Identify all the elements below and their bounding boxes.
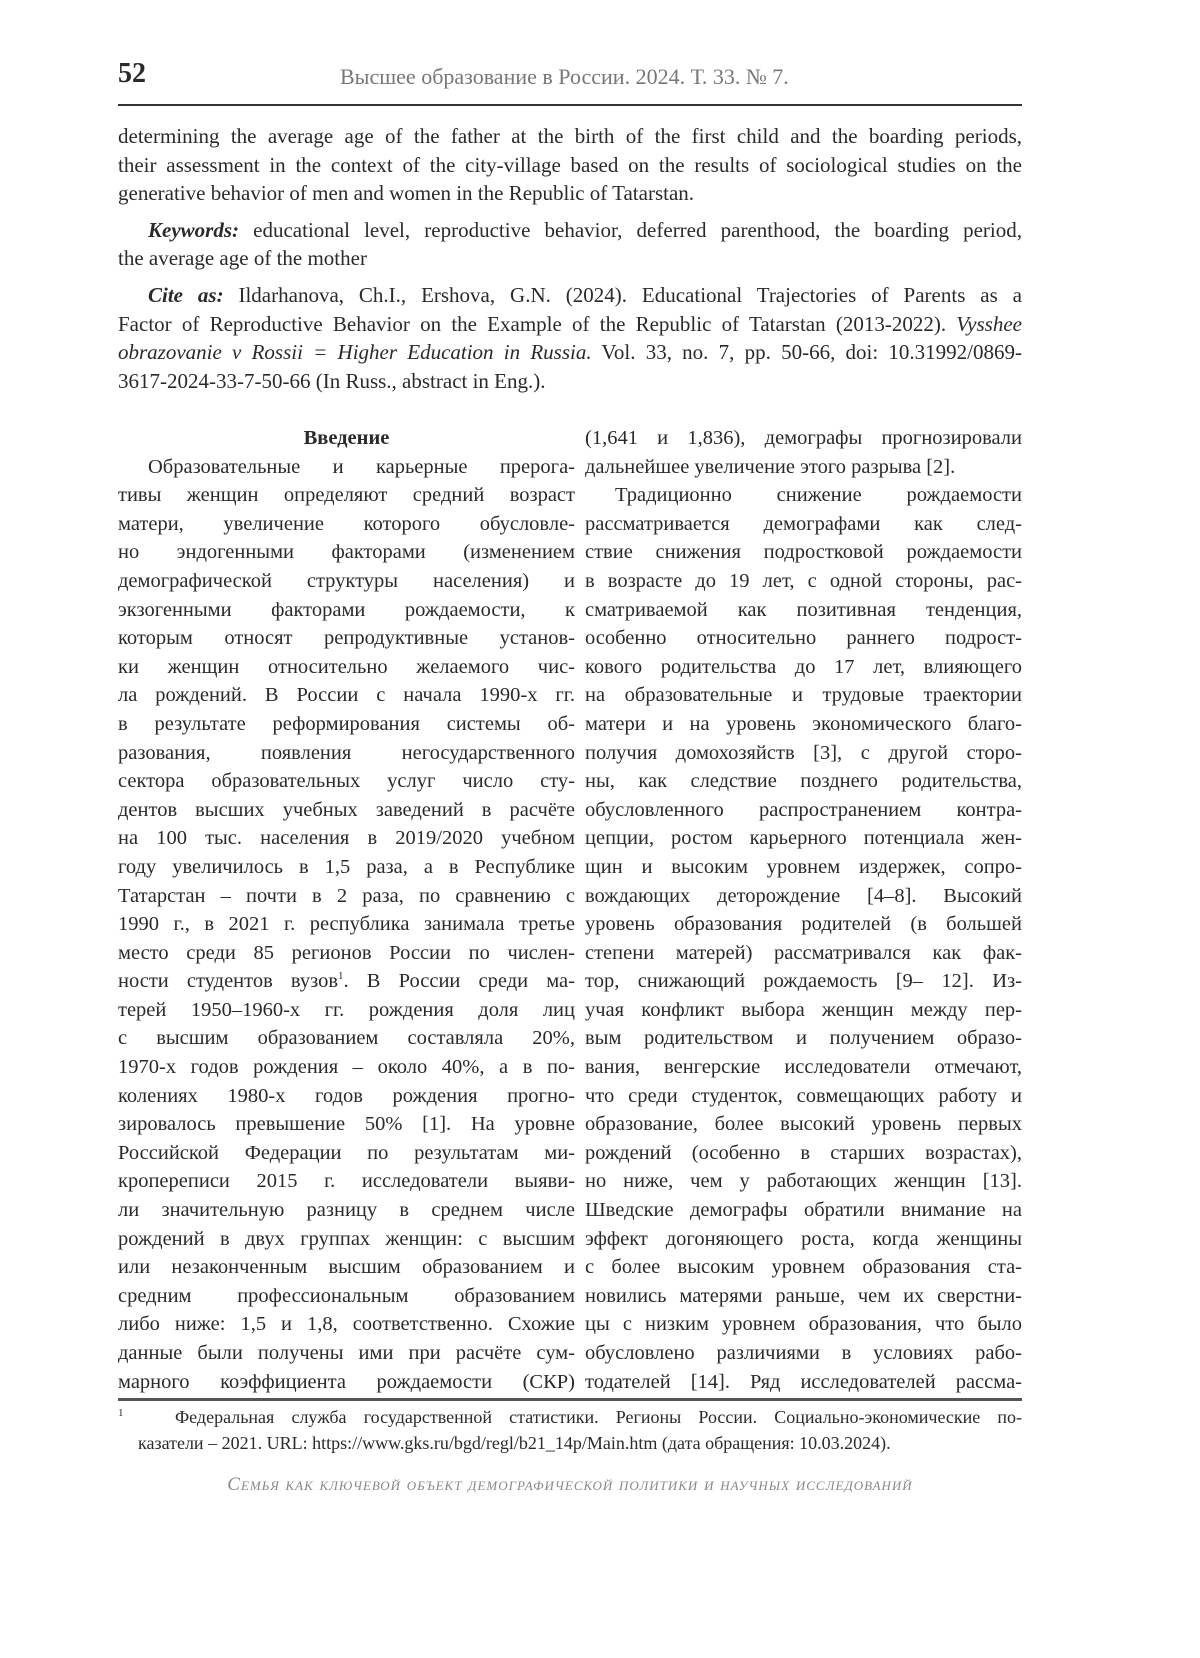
body-line: Шведские демографы обратили внимание на <box>585 1199 1022 1222</box>
body-line: зировалось превышение 50% [1]. На уровне <box>118 1113 575 1136</box>
body-line: эффект догоняющего роста, когда женщины <box>585 1227 1022 1250</box>
abstract-line: determining the average age of the father at the birth of the first child and the boarding periods, <box>118 124 1022 148</box>
footnote-number: 1 <box>118 1407 124 1419</box>
cite-journal: Vysshee <box>956 311 1022 336</box>
body-line: цепции, ростом карьерного потенциала жен- <box>585 827 1022 850</box>
body-line: место среди 85 регионов России по числен- <box>118 941 575 964</box>
body-line: новились матерями раньше, чем их сверстни- <box>585 1284 1022 1307</box>
body-line: сматриваемой как позитивная тенденция, <box>585 598 1022 621</box>
body-line: тор, снижающий рождаемость [9– 12]. Из- <box>585 970 1022 993</box>
cite-line: 3617-2024-33-7-50-66 (In Russ., abstract in Eng.). <box>118 368 546 393</box>
cite-line <box>118 338 1022 367</box>
cite-journal: obrazovanie v Rossii = Higher Education in Russia. <box>118 340 592 365</box>
body-line: особенно относительно раннего подрост- <box>585 627 1022 650</box>
footnote-line: казатели – 2021. URL: https://www.gks.ru/bgd/regl/b21_14p/Main.htm (дата обращения: 10.03.2024). <box>138 1433 891 1453</box>
cite-line <box>118 281 1022 310</box>
body-line: данные были получены ими при расчёте сум- <box>118 1342 575 1364</box>
body-line: году увеличилось в 1,5 раза, а в Республике <box>118 855 575 878</box>
body-line: с высшим образованием составляла 20%, <box>118 1027 575 1050</box>
body-line <box>118 967 575 996</box>
body-line: образование, более высокий уровень первых <box>585 1113 1022 1136</box>
body-line: вым родительством и получением образо- <box>585 1027 1022 1050</box>
body-line: матери и на уровень экономического благо- <box>585 712 1022 735</box>
body-line: ли значительную разницу в среднем числе <box>118 1199 575 1222</box>
body-line: рассматривается демографами как след- <box>585 512 1022 535</box>
body-line: цы с низким уровнем образования, что было <box>585 1313 1022 1336</box>
footnote <box>118 1404 1022 1456</box>
body-text: ности студентов вузов <box>118 970 339 993</box>
header-rule <box>118 104 1022 106</box>
body-line: колениях 1980-х годов рождения прогно- <box>118 1084 575 1107</box>
body-line: 1970-х годов рождения – около 40%, а в по- <box>118 1056 575 1079</box>
body-line: кового родительства до 17 лет, влияющего <box>585 655 1022 678</box>
body-line: Образовательные и карьерные прерога- <box>148 455 575 478</box>
keywords-text: educational level, reproductive behavior, deferred parenthood, the boarding period, <box>239 217 1022 242</box>
body-line: дентов высших учебных заведений в расчёте <box>118 798 575 821</box>
body-line: уровень образования родителей (в большей <box>585 913 1022 936</box>
body-line: ствие снижения подростковой рождаемости <box>585 541 1022 564</box>
keywords-label: Keywords: <box>148 217 239 242</box>
footnote-text: Федеральная служба государственной статистики. Регионы России. Социально-экономические по- <box>174 1407 1023 1427</box>
running-title: Высшее образование в России. 2024. Т. 33. № 7. <box>340 64 789 89</box>
body-line: тивы женщин определяют средний возраст <box>118 484 575 507</box>
body-line: в результате реформирования системы об- <box>118 712 575 735</box>
cite-text: Vol. 33, no. 7, pp. 50-66, doi: 10.31992/0869- <box>591 340 1022 365</box>
body-line: дальнейшее увеличение этого разрыва [2]. <box>585 455 956 478</box>
abstract-block <box>118 122 1022 395</box>
keywords-line <box>118 216 1022 245</box>
page-footer: Семья как ключевой объект демографической политики и научных исследований <box>227 1474 913 1495</box>
body-line: ки женщин относительно желаемого чис- <box>118 655 575 678</box>
body-line: матери, увеличение которого обусловле- <box>118 512 575 535</box>
body-line: или незаконченным высшим образованием и <box>118 1256 575 1279</box>
cite-line <box>118 310 1022 339</box>
body-line: терей 1950–1960-х гг. рождения доля лиц <box>118 998 575 1021</box>
body-line: (1,641 и 1,836), демографы прогнозировали <box>585 427 1022 449</box>
body-line: тодателей [14]. Ряд исследователей рассма- <box>585 1370 1022 1393</box>
body-line: вания, венгерские исследователи отмечают, <box>585 1056 1022 1079</box>
body-line: с более высоким уровнем образования ста- <box>585 1256 1022 1279</box>
body-text: . В России среди ма- <box>343 970 575 993</box>
body-line: но эндогенными факторами (изменением <box>118 541 575 564</box>
body-line: 1990 г., в 2021 г. республика занимала третье <box>118 913 575 936</box>
section-title: Введение <box>303 427 390 449</box>
abstract-line: generative behavior of men and women in the Republic of Tatarstan. <box>118 181 695 206</box>
left-column <box>118 424 575 1396</box>
body-line: рождений в двух группах женщин: с высшим <box>118 1227 575 1250</box>
body-line: Татарстан – почти в 2 раза, по сравнению с <box>118 884 575 907</box>
cite-label: Cite as: <box>148 282 224 307</box>
body-line: учая конфликт выбора женщин между пер- <box>585 998 1022 1021</box>
body-line: марного коэффициента рождаемости (СКР) <box>118 1370 575 1393</box>
body-line: щин и высоким уровнем издержек, сопро- <box>585 855 1022 878</box>
body-line: разования, появления негосударственного <box>118 741 575 764</box>
body-line: степени матерей) рассматривался как фак- <box>585 941 1022 964</box>
body-line: вождающих деторождение [4–8]. Высокий <box>585 884 1022 907</box>
right-column <box>585 424 1022 1396</box>
body-line: кропереписи 2015 г. исследователи выяви- <box>118 1170 575 1193</box>
body-line: ла рождений. В России с начала 1990-х гг. <box>118 684 575 707</box>
body-line: экзогенными факторами рождаемости, к <box>118 598 575 621</box>
body-line: сектора образовательных услуг число сту- <box>118 770 575 793</box>
footnote-ref[interactable]: 1 <box>338 970 344 983</box>
body-line: на образовательные и трудовые траектории <box>585 684 1022 707</box>
keywords-line: the average age of the mother <box>118 246 367 271</box>
body-line: что среди студенток, совмещающих работу и <box>585 1084 1022 1107</box>
body-line: на 100 тыс. населения в 2019/2020 учебном <box>118 827 575 850</box>
abstract-line: their assessment in the context of the city-village based on the results of sociological studies on the <box>118 152 1022 177</box>
body-line: в возрасте до 19 лет, с одной стороны, рас- <box>585 569 1022 592</box>
body-line: получия домохозяйств [3], с другой сторо- <box>585 741 1022 764</box>
body-line: обусловленного распространением контра- <box>585 798 1022 821</box>
footnote-rule <box>118 1398 1022 1401</box>
body-line: Традиционно снижение рождаемости <box>615 484 1022 507</box>
body-line: которым относят репродуктивные установ- <box>118 627 575 650</box>
page-number: 52 <box>118 58 146 89</box>
body-line: демографической структуры населения) и <box>118 569 575 592</box>
body-line: ны, как следствие позднего родительства, <box>585 770 1022 793</box>
body-line: средним профессиональным образованием <box>118 1284 575 1307</box>
body-line: рождений (особенно в старших возрастах), <box>585 1141 1022 1164</box>
body-line: но ниже, чем у работающих женщин [13]. <box>585 1170 1022 1193</box>
body-line: обусловлено различиями в условиях рабо- <box>585 1342 1022 1364</box>
cite-text: Factor of Reproductive Behavior on the Example of the Republic of Tatarstan (2013-2022). <box>118 311 957 336</box>
body-line: Российской Федерации по результатам ми- <box>118 1141 575 1164</box>
cite-text: Ildarhanova, Ch.I., Ershova, G.N. (2024). Educational Trajectories of Parents as a <box>223 282 1022 307</box>
footnote-line <box>118 1404 1022 1430</box>
body-line: либо ниже: 1,5 и 1,8, соответственно. Схожие <box>118 1313 575 1336</box>
